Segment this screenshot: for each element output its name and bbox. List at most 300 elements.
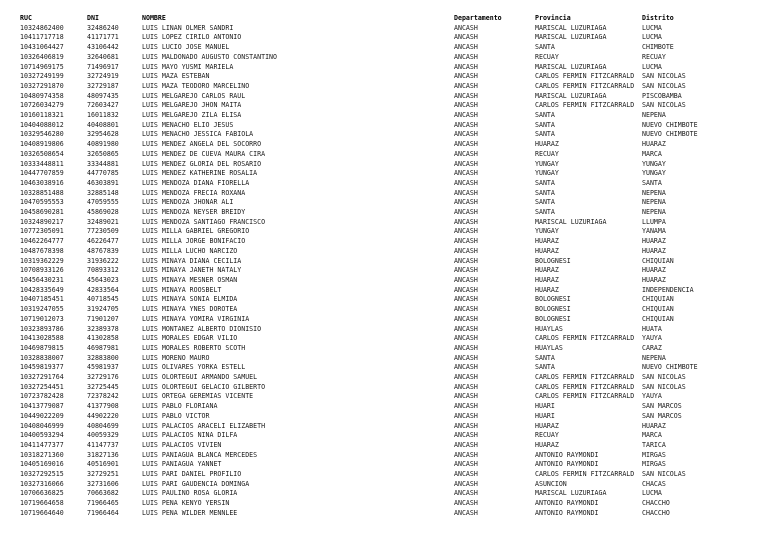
nombre-cell: LUIS MALDONADO AUGUSTO CONSTANTINO [142, 52, 277, 61]
ruc-cell: 10328838007 [20, 353, 64, 362]
ruc-cell: 10487678398 [20, 246, 64, 255]
distrito-cell: SAN MARCOS [642, 402, 682, 411]
nombre-cell: LUIS MILLA GABRIEL GREGORIO [142, 227, 250, 236]
ruc-cell: 10459819377 [20, 363, 64, 372]
provincia-cell: HUARAZ [535, 285, 559, 294]
departamento-cell: ANCASH [454, 470, 478, 479]
distrito-cell: LUCMA [642, 23, 662, 32]
ruc-cell: 10447707859 [20, 169, 64, 178]
provincia-cell: CARLOS FERMIN FITZCARRALD [535, 470, 635, 479]
column-header-departamento: Departamento [454, 14, 502, 22]
provincia-cell: SANTA [535, 111, 555, 120]
nombre-cell: LUIS OLORTEGUI ARMANDO SAMUEL [142, 373, 258, 382]
nombre-cell: LUIS PANIAGUA YANNET [142, 460, 222, 469]
nombre-cell: LUIS PANIAGUA BLANCA MERCEDES [142, 450, 258, 459]
column-header-nombre: NOMBRE [142, 14, 166, 22]
ruc-cell: 10327249199 [20, 72, 64, 81]
nombre-cell: LUIS PABLO VICTOR [142, 411, 210, 420]
table-row [20, 247, 750, 257]
departamento-cell: ANCASH [454, 363, 478, 372]
departamento-cell: ANCASH [454, 149, 478, 158]
dni-cell: 32729176 [87, 373, 119, 382]
provincia-cell: MARISCAL LUZURIAGA [535, 33, 607, 42]
departamento-cell: ANCASH [454, 440, 478, 449]
table-row [20, 412, 750, 422]
dni-cell: 31936222 [87, 256, 119, 265]
provincia-cell: YUNGAY [535, 159, 559, 168]
dni-cell: 42833564 [87, 285, 119, 294]
departamento-cell: ANCASH [454, 508, 478, 517]
nombre-cell: LUIS PAULINO ROSA GLORIA [142, 489, 238, 498]
distrito-cell: NEPEÑA [642, 353, 666, 362]
provincia-cell: HUARAZ [535, 440, 559, 449]
table-row [20, 402, 750, 412]
distrito-cell: HUARAZ [642, 275, 666, 284]
table-row [20, 392, 750, 402]
nombre-cell: LUIS LUCIO JOSE MANUEL [142, 43, 230, 52]
departamento-cell: ANCASH [454, 140, 478, 149]
table-row [20, 189, 750, 199]
distrito-cell: SAN NICOLAS [642, 382, 686, 391]
provincia-cell: ANTONIO RAYMONDI [535, 450, 599, 459]
provincia-cell: CARLOS FERMIN FITZCARRALD [535, 101, 635, 110]
provincia-cell: BOLOGNESI [535, 256, 571, 265]
dni-cell: 32640681 [87, 52, 119, 61]
departamento-cell: ANCASH [454, 334, 478, 343]
dni-cell: 44770785 [87, 169, 119, 178]
provincia-cell: CARLOS FERMIN FITZCARRALD [535, 81, 635, 90]
table-row [20, 150, 750, 160]
distrito-cell: YANAMA [642, 227, 666, 236]
nombre-cell: LUIS MILLA LUCHO NARCIZO [142, 246, 238, 255]
departamento-cell: ANCASH [454, 450, 478, 459]
ruc-cell: 10449022209 [20, 411, 64, 420]
dni-cell: 32885148 [87, 188, 119, 197]
table-row [20, 499, 750, 509]
nombre-cell: LUIS MINAYA MESNER OSMAN [142, 275, 238, 284]
table-row [20, 373, 750, 383]
distrito-cell: SAN NICOLAS [642, 72, 686, 81]
nombre-cell: LUIS MENDOZA FRECIA ROXANA [142, 188, 246, 197]
dni-cell: 70663682 [87, 489, 119, 498]
provincia-cell: YUNGAY [535, 169, 559, 178]
ruc-cell: 10319247055 [20, 305, 64, 314]
nombre-cell: LUIS MENDOZA SANTIAGO FRANCISCO [142, 217, 266, 226]
ruc-cell: 10328851488 [20, 188, 64, 197]
nombre-cell: LUIS PEÑA KENYO YERSIN [142, 499, 230, 508]
table-row [20, 227, 750, 237]
table-row [20, 305, 750, 315]
ruc-cell: 10456430231 [20, 275, 64, 284]
ruc-cell: 10327292515 [20, 470, 64, 479]
ruc-cell: 10326406819 [20, 52, 64, 61]
provincia-cell: CARLOS FERMIN FITZCARRALD [535, 334, 635, 343]
distrito-cell: SANTA [642, 178, 662, 187]
header-row [20, 14, 750, 24]
provincia-cell: HUARI [535, 402, 555, 411]
table-row [20, 383, 750, 393]
ruc-cell: 10324890217 [20, 217, 64, 226]
departamento-cell: ANCASH [454, 285, 478, 294]
ruc-cell: 10413028588 [20, 334, 64, 343]
departamento-cell: ANCASH [454, 421, 478, 430]
distrito-cell: LUCMA [642, 489, 662, 498]
taxpayer-table [20, 14, 750, 519]
table-row [20, 63, 750, 73]
ruc-cell: 10333448811 [20, 159, 64, 168]
distrito-cell: HUARAZ [642, 266, 666, 275]
table-row [20, 169, 750, 179]
departamento-cell: ANCASH [454, 178, 478, 187]
table-row [20, 295, 750, 305]
provincia-cell: HUAYLAS [535, 324, 563, 333]
dni-cell: 40516901 [87, 460, 119, 469]
table-body [20, 24, 750, 519]
table-row [20, 130, 750, 140]
table-row [20, 489, 750, 499]
dni-cell: 41147737 [87, 440, 119, 449]
nombre-cell: LUIS MENDOZA JHONAR ALI [142, 198, 234, 207]
distrito-cell: HUARAZ [642, 421, 666, 430]
dni-cell: 40408801 [87, 120, 119, 129]
ruc-cell: 10714969175 [20, 62, 64, 71]
dni-cell: 32729187 [87, 81, 119, 90]
dni-cell: 32389378 [87, 324, 119, 333]
ruc-cell: 10719664640 [20, 508, 64, 517]
distrito-cell: HUARAZ [642, 237, 666, 246]
departamento-cell: ANCASH [454, 81, 478, 90]
dni-cell: 45643023 [87, 275, 119, 284]
ruc-cell: 10327291764 [20, 373, 64, 382]
departamento-cell: ANCASH [454, 499, 478, 508]
nombre-cell: LUIS PEÑA WILDER MENNLEE [142, 508, 238, 517]
dni-cell: 72378242 [87, 392, 119, 401]
provincia-cell: HUARAZ [535, 237, 559, 246]
departamento-cell: ANCASH [454, 72, 478, 81]
table-row [20, 422, 750, 432]
departamento-cell: ANCASH [454, 159, 478, 168]
departamento-cell: ANCASH [454, 130, 478, 139]
provincia-cell: ANTONIO RAYMONDI [535, 508, 599, 517]
departamento-cell: ANCASH [454, 314, 478, 323]
ruc-cell: 10160118321 [20, 111, 64, 120]
ruc-cell: 10319362229 [20, 256, 64, 265]
dni-cell: 32731606 [87, 479, 119, 488]
provincia-cell: SANTA [535, 363, 555, 372]
ruc-cell: 10408919806 [20, 140, 64, 149]
distrito-cell: MIRGAS [642, 460, 666, 469]
departamento-cell: ANCASH [454, 237, 478, 246]
nombre-cell: LUIS MAYO YUSMI MARIELA [142, 62, 234, 71]
departamento-cell: ANCASH [454, 479, 478, 488]
nombre-cell: LUIS PALACIOS ARACELI ELIZABETH [142, 421, 266, 430]
nombre-cell: LUIS MENDOZA NEYSER BREIDY [142, 208, 246, 217]
nombre-cell: LUIS MENDEZ KATHERINE ROSALIA [142, 169, 258, 178]
departamento-cell: ANCASH [454, 353, 478, 362]
table-row [20, 121, 750, 131]
table-row [20, 198, 750, 208]
table-row [20, 218, 750, 228]
ruc-cell: 10329546280 [20, 130, 64, 139]
table-row [20, 257, 750, 267]
dni-cell: 31924705 [87, 305, 119, 314]
dni-cell: 71966464 [87, 508, 119, 517]
provincia-cell: MARISCAL LUZURIAGA [535, 23, 607, 32]
dni-cell: 41377908 [87, 402, 119, 411]
table-row [20, 179, 750, 189]
departamento-cell: ANCASH [454, 246, 478, 255]
provincia-cell: HUARAZ [535, 275, 559, 284]
distrito-cell: NUEVO CHIMBOTE [642, 120, 698, 129]
nombre-cell: LUIS PARI GAUDENCIA DOMINGA [142, 479, 250, 488]
nombre-cell: LUIS MAZA ESTEBAN [142, 72, 210, 81]
ruc-cell: 10326508654 [20, 149, 64, 158]
provincia-cell: MARISCAL LUZURIAGA [535, 489, 607, 498]
departamento-cell: ANCASH [454, 402, 478, 411]
dni-cell: 41171771 [87, 33, 119, 42]
table-row [20, 111, 750, 121]
dni-cell: 16011832 [87, 111, 119, 120]
table-row [20, 460, 750, 470]
departamento-cell: ANCASH [454, 52, 478, 61]
distrito-cell: HUATA [642, 324, 662, 333]
distrito-cell: NEPEÑA [642, 188, 666, 197]
table-row [20, 101, 750, 111]
table-row [20, 325, 750, 335]
dni-cell: 32489021 [87, 217, 119, 226]
ruc-cell: 10431064427 [20, 43, 64, 52]
dni-cell: 45981937 [87, 363, 119, 372]
table-row [20, 470, 750, 480]
dni-cell: 77230509 [87, 227, 119, 236]
table-row [20, 82, 750, 92]
nombre-cell: LUIS MENDEZ GLORIA DEL ROSARIO [142, 159, 262, 168]
distrito-cell: MARCA [642, 431, 662, 440]
nombre-cell: LUIS MINAYA SONIA ELMIDA [142, 295, 238, 304]
distrito-cell: HUARAZ [642, 246, 666, 255]
provincia-cell: MARISCAL LUZURIAGA [535, 91, 607, 100]
provincia-cell: SANTA [535, 120, 555, 129]
nombre-cell: LUIS MORALES EDGAR VILIO [142, 334, 238, 343]
table-row [20, 315, 750, 325]
dni-cell: 31827136 [87, 450, 119, 459]
distrito-cell: HUARAZ [642, 140, 666, 149]
provincia-cell: YUNGAY [535, 227, 559, 236]
table-row [20, 266, 750, 276]
dni-cell: 32954628 [87, 130, 119, 139]
nombre-cell: LUIS MELGAREJO ZILA ELISA [142, 111, 242, 120]
table-row [20, 140, 750, 150]
ruc-cell: 10327291870 [20, 81, 64, 90]
provincia-cell: CARLOS FERMIN FITZCARRALD [535, 392, 635, 401]
distrito-cell: CHIQUIAN [642, 295, 674, 304]
provincia-cell: SANTA [535, 188, 555, 197]
provincia-cell: BOLOGNESI [535, 305, 571, 314]
ruc-cell: 10327254451 [20, 382, 64, 391]
ruc-cell: 10404088012 [20, 120, 64, 129]
ruc-cell: 10400593294 [20, 431, 64, 440]
dni-cell: 33344881 [87, 159, 119, 168]
ruc-cell: 10327316066 [20, 479, 64, 488]
distrito-cell: CHACAS [642, 479, 666, 488]
table-row [20, 24, 750, 34]
table-row [20, 441, 750, 451]
nombre-cell: LUIS PALACIOS NINA DILFA [142, 431, 238, 440]
ruc-cell: 10726034279 [20, 101, 64, 110]
table-row [20, 53, 750, 63]
column-header-provincia: Provincia [535, 14, 571, 22]
nombre-cell: LUIS MINAYA JANETH NATALY [142, 266, 242, 275]
nombre-cell: LUIS OLIVARES YORKA ESTELL [142, 363, 246, 372]
ruc-cell: 10411717718 [20, 33, 64, 42]
nombre-cell: LUIS MILLA JORGE BONIFACIO [142, 237, 246, 246]
dni-cell: 40718545 [87, 295, 119, 304]
ruc-cell: 10772305091 [20, 227, 64, 236]
provincia-cell: HUAYLAS [535, 343, 563, 352]
table-row [20, 286, 750, 296]
provincia-cell: ANTONIO RAYMONDI [535, 499, 599, 508]
distrito-cell: NUEVO CHIMBOTE [642, 130, 698, 139]
table-row [20, 509, 750, 519]
departamento-cell: ANCASH [454, 91, 478, 100]
dni-cell: 32486240 [87, 23, 119, 32]
dni-cell: 32650865 [87, 149, 119, 158]
nombre-cell: LUIS MAZA TEODORO MARCELINO [142, 81, 250, 90]
distrito-cell: LLUMPA [642, 217, 666, 226]
departamento-cell: ANCASH [454, 43, 478, 52]
dni-cell: 46303891 [87, 178, 119, 187]
dni-cell: 44902220 [87, 411, 119, 420]
departamento-cell: ANCASH [454, 120, 478, 129]
distrito-cell: CHIMBOTE [642, 43, 674, 52]
nombre-cell: LUIS MINAYA YNES DOROTEA [142, 305, 238, 314]
distrito-cell: NUEVO CHIMBOTE [642, 363, 698, 372]
nombre-cell: LUIS LOPEZ CIRILO ANTONIO [142, 33, 242, 42]
provincia-cell: SANTA [535, 130, 555, 139]
provincia-cell: HUARAZ [535, 266, 559, 275]
nombre-cell: LUIS MONTAÑEZ ALBERTO DIONISIO [142, 324, 262, 333]
departamento-cell: ANCASH [454, 431, 478, 440]
nombre-cell: LUIS MINAYA DIANA CECILIA [142, 256, 242, 265]
dni-cell: 32724919 [87, 72, 119, 81]
departamento-cell: ANCASH [454, 266, 478, 275]
ruc-cell: 10428335649 [20, 285, 64, 294]
nombre-cell: LUIS PALACIOS VIVIEN [142, 440, 222, 449]
distrito-cell: MIRGAS [642, 450, 666, 459]
provincia-cell: HUARAZ [535, 140, 559, 149]
departamento-cell: ANCASH [454, 411, 478, 420]
provincia-cell: ASUNCION [535, 479, 567, 488]
nombre-cell: LUIS MINAYA YOMIRA VIRGINIA [142, 314, 250, 323]
table-row [20, 43, 750, 53]
departamento-cell: ANCASH [454, 101, 478, 110]
nombre-cell: LUIS MINAYA ROOSBELT [142, 285, 222, 294]
provincia-cell: SANTA [535, 198, 555, 207]
nombre-cell: LUIS OLORTEGUI GELACIO GILBERTO [142, 382, 266, 391]
distrito-cell: CHIQUIAN [642, 256, 674, 265]
provincia-cell: CARLOS FERMIN FITZCARRALD [535, 72, 635, 81]
provincia-cell: MARISCAL LUZURIAGA [535, 62, 607, 71]
dni-cell: 32725445 [87, 382, 119, 391]
provincia-cell: ANTONIO RAYMONDI [535, 460, 599, 469]
departamento-cell: ANCASH [454, 373, 478, 382]
departamento-cell: ANCASH [454, 217, 478, 226]
dni-cell: 48767839 [87, 246, 119, 255]
ruc-cell: 10407185451 [20, 295, 64, 304]
nombre-cell: LUIS LIÑAN OLMER SANDRI [142, 23, 234, 32]
dni-cell: 72603427 [87, 101, 119, 110]
distrito-cell: NEPEÑA [642, 198, 666, 207]
table-row [20, 160, 750, 170]
dni-cell: 40804699 [87, 421, 119, 430]
departamento-cell: ANCASH [454, 208, 478, 217]
nombre-cell: LUIS PARI DANIEL PROFILIO [142, 470, 242, 479]
distrito-cell: NEPEÑA [642, 111, 666, 120]
nombre-cell: LUIS MENDEZ ANGELA DEL SOCORRO [142, 140, 262, 149]
dni-cell: 70893312 [87, 266, 119, 275]
distrito-cell: CHIQUIAN [642, 305, 674, 314]
provincia-cell: BOLOGNESI [535, 295, 571, 304]
provincia-cell: CARLOS FERMIN FITZCARRALD [535, 373, 635, 382]
provincia-cell: RECUAY [535, 52, 559, 61]
departamento-cell: ANCASH [454, 489, 478, 498]
column-header-ruc: RUC [20, 14, 32, 22]
dni-cell: 71496917 [87, 62, 119, 71]
table-row [20, 208, 750, 218]
table-row [20, 451, 750, 461]
distrito-cell: YAUYA [642, 392, 662, 401]
distrito-cell: RECUAY [642, 52, 666, 61]
provincia-cell: RECUAY [535, 149, 559, 158]
departamento-cell: ANCASH [454, 62, 478, 71]
ruc-cell: 10318271360 [20, 450, 64, 459]
ruc-cell: 10462264777 [20, 237, 64, 246]
distrito-cell: YUNGAY [642, 169, 666, 178]
provincia-cell: HUARAZ [535, 421, 559, 430]
provincia-cell: MARISCAL LUZURIAGA [535, 217, 607, 226]
table-row [20, 72, 750, 82]
dni-cell: 45869028 [87, 208, 119, 217]
nombre-cell: LUIS MORENO MAURO [142, 353, 210, 362]
distrito-cell: SAN NICOLAS [642, 81, 686, 90]
dni-cell: 48097435 [87, 91, 119, 100]
departamento-cell: ANCASH [454, 324, 478, 333]
departamento-cell: ANCASH [454, 382, 478, 391]
provincia-cell: HUARI [535, 411, 555, 420]
departamento-cell: ANCASH [454, 392, 478, 401]
departamento-cell: ANCASH [454, 23, 478, 32]
table-row [20, 363, 750, 373]
distrito-cell: NEPEÑA [642, 208, 666, 217]
departamento-cell: ANCASH [454, 275, 478, 284]
provincia-cell: SANTA [535, 208, 555, 217]
ruc-cell: 10323893786 [20, 324, 64, 333]
provincia-cell: SANTA [535, 178, 555, 187]
ruc-cell: 10723782428 [20, 392, 64, 401]
nombre-cell: LUIS PABLO FLORIANA [142, 402, 218, 411]
dni-cell: 40891980 [87, 140, 119, 149]
ruc-cell: 10463038916 [20, 178, 64, 187]
column-header-distrito: Distrito [642, 14, 674, 22]
departamento-cell: ANCASH [454, 111, 478, 120]
nombre-cell: LUIS MENACHO ELIO JESUS [142, 120, 234, 129]
nombre-cell: LUIS MORALES ROBERTO SCOTH [142, 343, 246, 352]
ruc-cell: 10408046999 [20, 421, 64, 430]
departamento-cell: ANCASH [454, 227, 478, 236]
departamento-cell: ANCASH [454, 460, 478, 469]
distrito-cell: TARICA [642, 440, 666, 449]
dni-cell: 41302858 [87, 334, 119, 343]
